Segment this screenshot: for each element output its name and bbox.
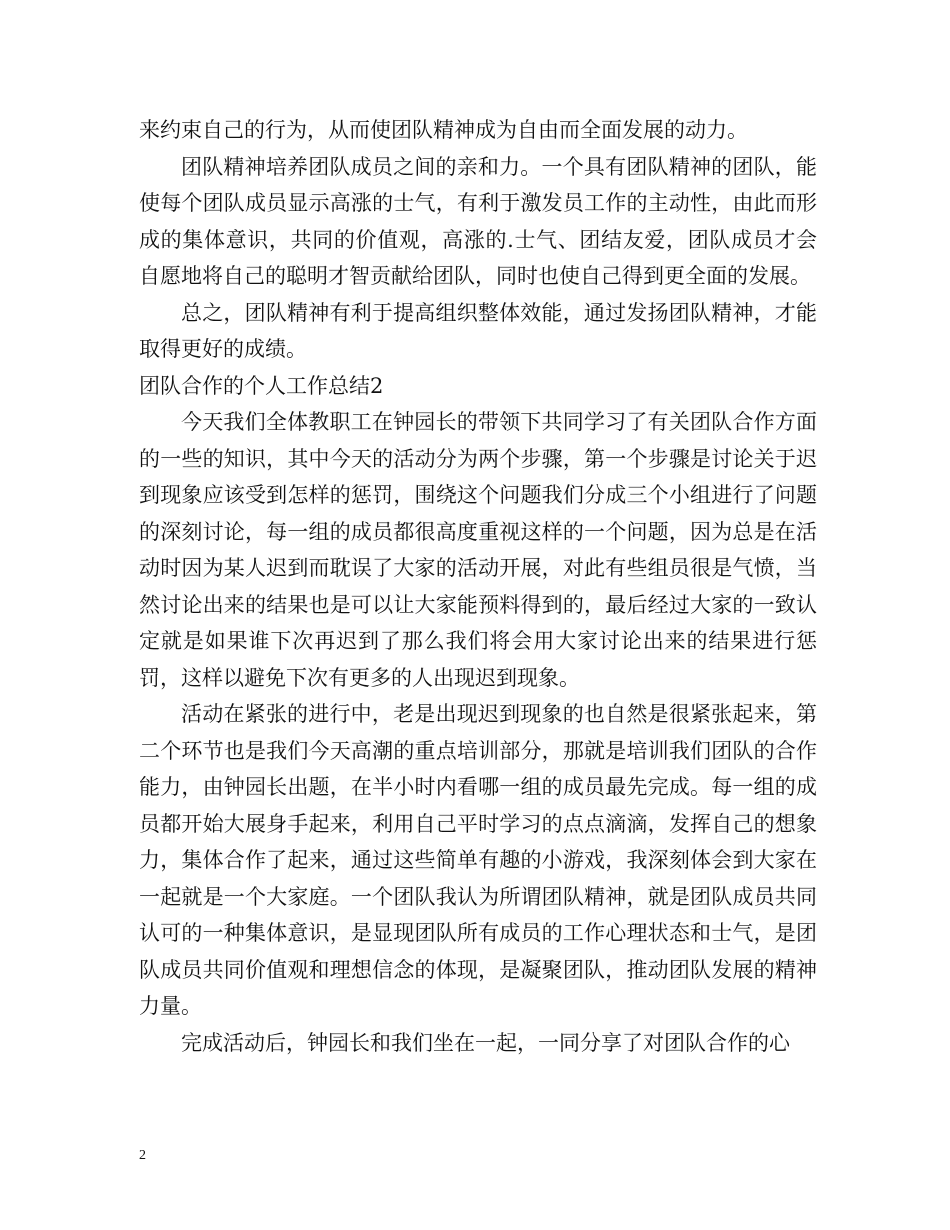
paragraph-activity-step-two: 活动在紧张的进行中，老是出现迟到现象的也自然是很紧张起来，第二个环节也是我们今天高潮的重点培训部分，那就是培训我们团队的合作能力，由钟园长出题，在半小时内看哪一组的成员最先完成。每一组的成员都开始大展身手起来，利用自己平时学习的点点滴滴，发挥自己的想象力，集体合作了起来，通过这些简单有趣的小游戏，我深刻体会到大家在一起就是一个大家庭。一个团队我认为所谓团队精神，就是团队成员共同认可的一种集体意识，是显现团队所有成员的工作心理状态和士气，是团队成员共同价值观和理想信念的体现，是凝聚团队，推动团队发展的精神力量。 — [139, 702, 817, 1018]
document-body — [139, 112, 817, 1061]
page-number: 2 — [139, 1148, 146, 1163]
section-heading: 团队合作的个人工作总结2 — [139, 373, 384, 398]
paragraph-conclusion: 总之，团队精神有利于提高组织整体效能，通过发扬团队精神，才能取得更好的成绩。 — [139, 300, 817, 361]
paragraph-after-activity: 完成活动后，钟园长和我们坐在一起，一同分享了对团队合作的心 — [181, 1030, 790, 1055]
paragraph-activity-step-one: 今天我们全体教职工在钟园长的带领下共同学习了有关团队合作方面的一些的知识，其中今天的活动分为两个步骤，第一个步骤是讨论关于迟到现象应该受到怎样的惩罚，围绕这个问题我们分成三个小组进行了问题的深刻讨论，每一组的成员都很高度重视这样的一个问题，因为总是在活动时因为某人迟到而耽误了大家的活动开展，对此有些组员很是气愤，当然讨论出来的结果也是可以让大家能预料得到的，最后经过大家的一致认定就是如果谁下次再迟到了那么我们将会用大家讨论出来的结果进行惩罚，这样以避免下次有更多的人出现迟到现象。 — [139, 410, 817, 690]
paragraph-team-spirit-cohesion: 团队精神培养团队成员之间的亲和力。一个具有团队精神的团队，能使每个团队成员显示高涨的士气，有利于激发员工作的主动性，由此而形成的集体意识，共同的价值观，高涨的.士气、团结友爱，团队成员才会自愿地将自己的聪明才智贡献给团队，同时也使自己得到更全面的发展。 — [139, 154, 817, 288]
paragraph-continuation: 来约束自己的行为，从而使团队精神成为自由而全面发展的动力。 — [139, 118, 748, 142]
